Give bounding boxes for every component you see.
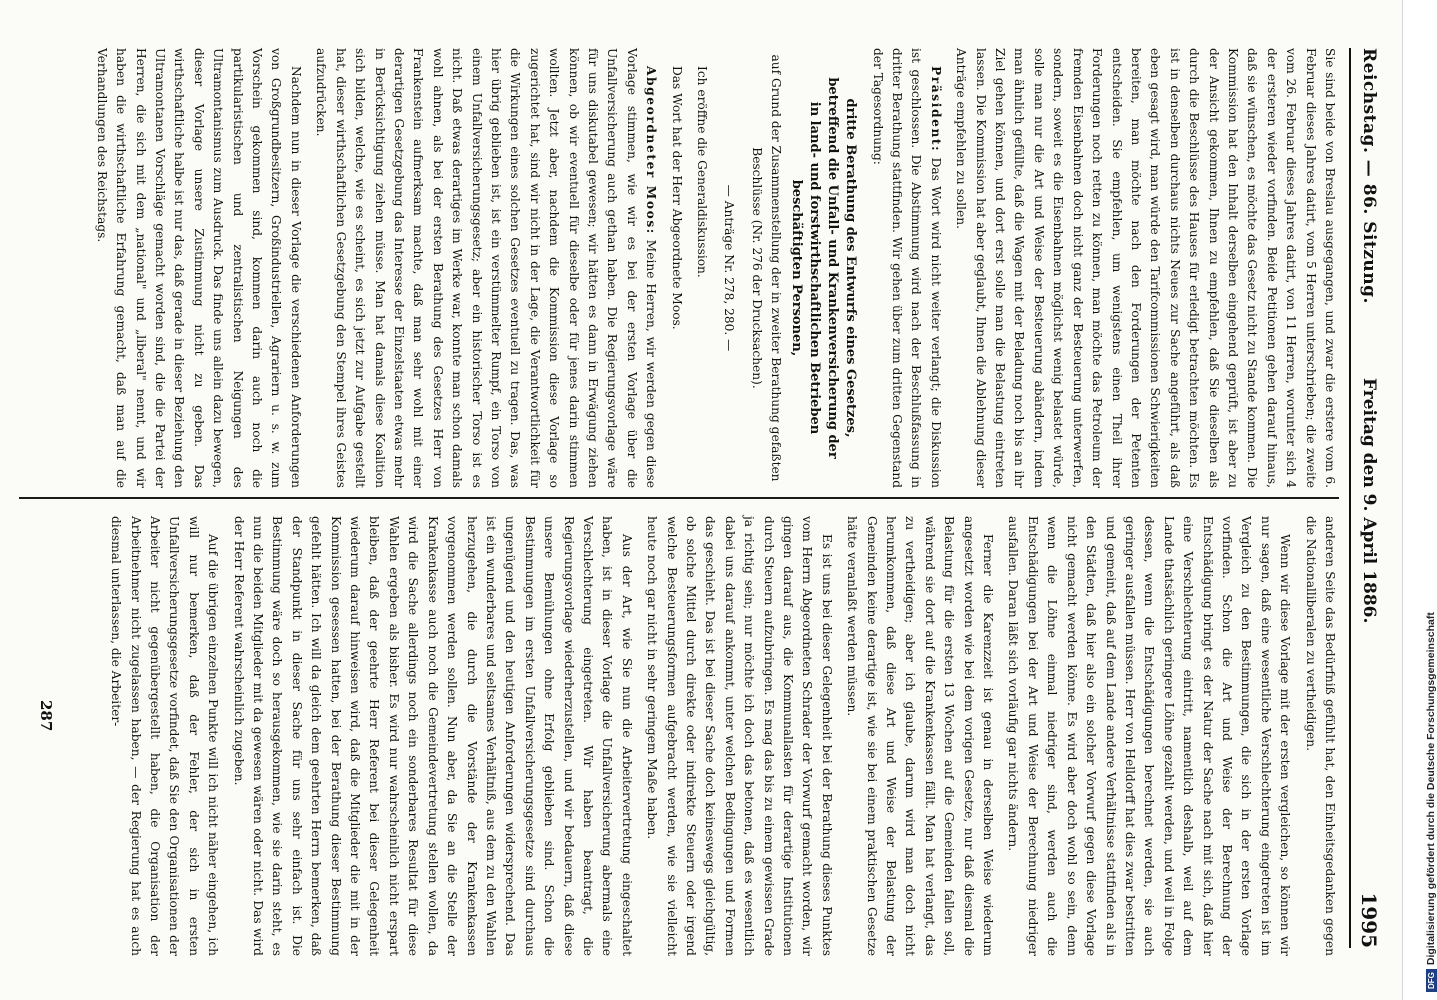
paragraph: Es ist uns bei dieser Gelegenheit bei der Berathung dieses Punktes vom Herrn Abgeordneten Schrader der Vorwurf gemacht worden, wir gingen darauf aus, die Kommunallasten für derartige Institutionen durch Steuern aufzubringen. Es mag das bis zu einem gewissen Grade ja richtig sein; nur möchte ich doch das betonen, daß es wesentlich dabei uns darauf ankommt, unter welchen Bedingungen und Formen das geschieht. Das ist bei dieser Sache doch keineswegs gleichgültig, ob solche Mittel durch direkte oder indirekte Steuern oder irgend welche Besteuerungsformen aufgebracht werden, wie sie vielleicht heute noch gar nicht in sehr geringem Maße haben. — [645, 516, 834, 956]
paragraph: Nachdem nun in dieser Vorlage die verschiedenen Anforderungen von Großgrundbesitzern, Großindustriellen, Agrariern u. s. w. zum Vorschein gekommen sind, kommen darin auch noch die partikularistischen und zentralistischen Neigungen des Ultramontanismus zum Ausdruck. Das finde uns allein dazu bewegen, dieser Vorlage unsere Zustimmung nicht zu geben. Das wirthschaftliche halbe ist nur das, daß gerade in dieser Beziehung den Ultramontanen Vorschläge gemacht worden sind, die die Partei der Herren, die sich mit dem „national" und „liberal" nennt, und wir haben die wirthschaftliche Erfahrung gemacht, daß man auf die Verhandlungen des Reichstags. — [94, 48, 303, 488]
paragraph: Ich eröffne die Generaldiskussion. — [695, 66, 710, 278]
running-head — [1349, 48, 1385, 948]
speaker-label: Präsident: — [928, 66, 943, 153]
paragraph-text: Meine Herren, wir werden gegen diese Vorlage stimmen, wie wir es bei der ersten Vorlage über die Unfallversicherung auch gethan haben. Die Regierungsvorlage wäre für uns diskutabel gewesen; wir hätten es dann in Erwägung ziehen können, ob wir eventuell für dieselbe oder für jenes darin stimmen wollten. Jetzt aber, nachdem die Kommission diese Vorlage so zugerichtet hat, sind wir nicht in der Lage, die Verantwortlichkeit für die Wirkungen eines solchen Gesetzes eventuell zu tragen. Das, was hier übrig geblieben ist, ist ein verstümmelter Rumpf, ein Torso von einem Unfallversicherungsgesetz; aber ein historischer Torso ist es nicht. Daß etwas derartiges im Werke war, konnte man schon damals wohl ahnen, als bei der ersten Berathung des Gesetzes Herr von Frankenstein aufmerksam machte, daß man sehr wohl mit einer derartigen Gesetzgebung das Interesse der Einzelstaaten etwas mehr in Berücksichtigung ziehen müsse. Man hat damals diese Koalition sich bilden, welche, wie es scheint, es sich jetzt zur Aufgabe gestellt hat, dieser wirthschaftlichen Gesetzgebung den Stempel ihres Geistes aufzudrücken. — [314, 48, 659, 489]
attribution-sidebar — [1402, 0, 1437, 1000]
funding-note: Digitalisierung gefördert durch die Deutsche Forschungsgemeinschaft — [1425, 612, 1437, 966]
paragraph — [311, 48, 660, 488]
paragraph: Sie sind beide von Breslau ausgegangen, und zwar die erstere vom 6. Februar dieses Jahres datirt, vom 5 Herren unterschrieben; die zweite vom 26. Februar dieses Jahres datirt, von 11 Herren, worunter sich 4 der ersteren wieder vorfinden. Beide Petitionen gehen darauf hinaus, daß sie wünschen, es möchte das Gesetz nicht zu Stande kommen. Die Kommission hat den Inhalt derselben eingehend geprüft, ist aber zu der Ansicht gekommen, Ihnen zu empfehlen, daß Sie dieselben als durch die Beschlüsse des Hauses für erledigt betrachten möchten. Es ist in denselben durchaus nichts Neues zur Sache angeführt, als daß eben gesagt wird, man würde den Tarifcommissionen Schwierigkeiten bereiten, man möchte nach den Forderungen der Petenten entscheiden. Sie empfehlen, um wenigstens einen Theil ihrer Forderungen noch retten zu können, man möchte das Petroleum der fremden Eisenbahnen doch nicht ganz der Besteuerung unterwerfen, sondern, soweit es die Eisenbahnen möglichst wenig belastet würde, solle man nur die Art und Weise der Besteuerung abändern, indem man ähnlich gefüllte, daß die Wagen mit der Beladung noch bis an ihr Ziel gehen können, und dort erst solle man die Belastung eintreten lassen. Die Kommission hat aber geglaubt, Ihnen die Ablehnung dieser Anträge empfehlen zu sollen. — [954, 48, 1337, 488]
dfg-logo: DFG — [1426, 969, 1437, 992]
running-head-left: Reichstag. — 86. Sitzung. — [1359, 48, 1379, 304]
paragraph: Auf die übrigen einzelnen Punkte will ich nicht näher eingehen, ich will nur bemerken, daß der Fehler, der sich in ersten Unfallversicherungsgesetze vorfindet, daß Sie den Organisationen der Arbeiter nicht gegenübergestellt haben, die Organisation der Arbeitnehmer nicht zugelassen haben, — der Regierung hat es auch diesmal unterlassen, die Arbeiter- — [109, 516, 221, 956]
attribution-text — [1425, 612, 1437, 992]
paragraph: Aus der Art, wie Sie nun die Arbeitervertretung eingeschaltet haben, ist in dieser Vorlage die Unfallversicherung abermals eine Verschlechterung eingetreten. Wir haben beantragt, die Regierungsvorlage wiederherzustellen, und wir bedauern, daß diese unsere Bemühungen ohne Erfolg geblieben sind. Schon die Bestimmungen im ersten Unfallversicherungsgesetze sind durchaus ungenügend und den heutigen Anforderungen widersprechend. Das ist ein wunderbares und seltsames Verhältniß, aus dem zu den Wahlen herzugehen, die durch die Vorstände der Krankenkassen vorgenommen werden sollen. Nun aber, da Sie an die Stelle der Krankenkasse auch noch die Gemeindevertretung stellen wollen, da wird die Sache allerdings noch ein sonderbares Resultat für diese Wahlen ergeben als bisher. Es wird nur wahrscheinlich nicht erspart bleiben, daß der geehrte Herr Referent bei dieser Gelegenheit wiederum darauf hinweisen wird, daß die Mitglieder die mit in der Kommission gesessen hatten, bei der Berathung dieser Bestimmung gefehlt hätten. Ich will da gleich dem geehrten Herrn bemerken, daß der Standpunkt in dieser Sache für uns sehr einfach ist. Die Bestimmung wäre doch so herausgekommen, wie sie darin steht, es nun die beiden Mitglieder mit da gewesen wären oder nicht. Das wird der Herr Referent wahrscheinlich zugeben. — [231, 516, 634, 956]
paragraph: Ferner die Karenzzeit ist genau in derselben Weise wiederum angesetzt worden wie bei dem vorigen Gesetze, nur daß diesmal die Belastung für die ersten 13 Wochen auf die Gemeinden fallen soll, während sie dort auf die Krankenkassen fällt. Man hat verlangt, das zu vertheidigen; aber ich glaube, darum wird man doch nicht herumkommen, daß diese Art und Weise der Belastung der Gemeinden keine derartige ist, wie sie bei einem praktischen Gesetze hätte veranlaßt werden müssen. — [845, 516, 996, 956]
motions-reference: — Anträge Nr. 278, 280. — — [722, 184, 737, 352]
agenda-heading: dritte Berathung des Entwurfs eines Gesetzes, betreffend die Unfall- und Krankenversicherung der in land- und forstwirthschaftlichen Betrieben beschäftigten Personen, — [789, 77, 859, 459]
paragraph: Das Wort hat der Herr Abgeordnete Moos. — [669, 66, 684, 330]
paragraph — [867, 48, 945, 488]
paragraph: anderen Seite das Bedürfniß gefühlt hat, den Einheitsgedanken gegen die Nationalliberalen zu vertheidigen. — [1303, 516, 1337, 956]
left-column — [39, 48, 1339, 488]
speaker-label: Abgeordneter Moos: — [644, 66, 659, 235]
footer-page-number: 287 — [37, 700, 55, 732]
paragraph-text: Das Wort wird nicht weiter verlangt; die Diskussion ist geschlossen. Die Abstimmung wird nach der Beschlußfassung in dritter Berathung stattfinden. Wir gehen über zum dritten Gegenstand der Tagesordnung: — [870, 48, 943, 488]
right-column — [39, 516, 1339, 956]
column-divider — [19, 497, 1339, 499]
running-head-date: Freitag den 9. April 1886. — [1359, 378, 1379, 624]
page-number: 1995 — [1357, 892, 1381, 948]
agenda-reference: auf Grund der Zusammenstellung der in zweiter Berathung gefaßten Beschlüsse (Nr. 276 der Drucksachen). — [749, 54, 784, 482]
paragraph: Wenn wir diese Vorlage mit der ersten vergleichen, so können wir nur sagen, daß eine wesentliche Verschlechterung eingetreten ist im Vergleich zu den Bestimmungen, die sich in der ersten Vorlage vorfinden. Schon die Art und Weise der Berechnung der Entschädigung bringt es der Natur der Sache nach mit sich, daß hier eine Verschlechterung eintritt, namentlich deshalb, weil auf dem Lande thatsächlich geringere Löhne gezahlt werden, und weil in Folge dessen, wenn die Entschädigungen berechnet werden, sie auch geringer ausfallen müssen. Herr von Helldorff hat dies zwar bestritten und gemeint, daß auf dem Lande andere Verhältnisse stattfinden als in den Städten, daß hier also ein solcher Vorwurf gegen diese Vorlage nicht gemacht werden könne. Es wird aber doch wohl so sein, denn wenn die Löhne einmal niedriger sind, werden auch die Entschädigungen bei der Art und Weise der Berechnung niedriger ausfallen. Daran läßt sich vorläufig gar nichts ändern. — [1006, 516, 1293, 956]
